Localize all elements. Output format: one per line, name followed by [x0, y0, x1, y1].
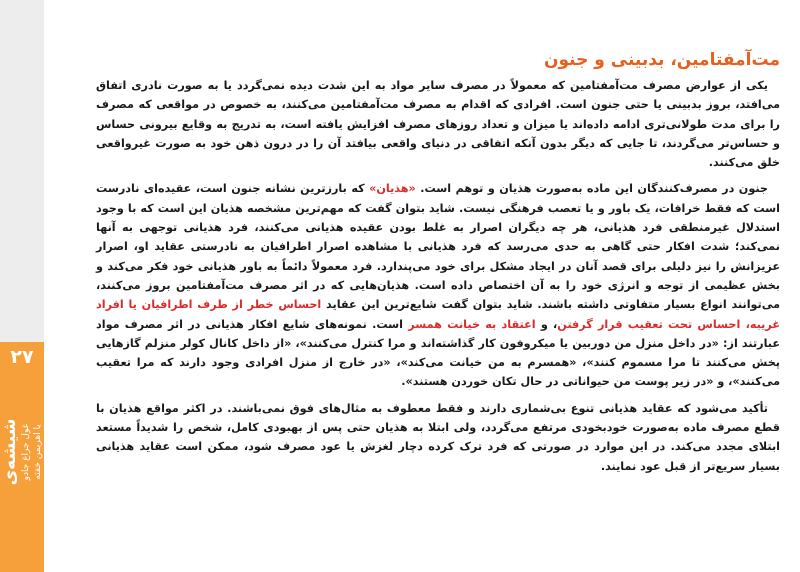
book-subtitle: غول جراغ جادو: [21, 423, 31, 481]
book-title-main: شیشه‌ی: [0, 418, 20, 486]
paragraph-2-text: است. نمونه‌های شایع افکار هذیانی در اثر مصرف مواد عبارتند از: «در داخل منزل من دوربین یا میکروفون کار گذاشته‌اند و مرا کنترل می‌کنند»، «از داخل کانال کولر منزلم گازهایی پخش می‌کنند تا مرا مسموم کنند»، «همسرم به من خیانت می‌کند»، «در خارج از منزل افرادی وجود دارند که مرا تعقیب می‌کنند»، و «در زیر پوست من حیواناتی در حال تکان خوردن هستند».: [96, 317, 780, 389]
paragraph-2: [96, 179, 780, 391]
paragraph-2-text: جنون در مصرف‌کنندگان این ماده به‌صورت هذیان و توهم است.: [415, 182, 768, 196]
paragraph-2-text: که بارزترین نشانه جنون است، عقیده‌ای نادرست است که فقط خرافات، یک باور و یا تعصب فرهنگی نیست. شاید بتوان گفت که مهم‌ترین مشخصه هذیان این است که با وجود استدلال غیرمنطقی فرد هذیانی، هر چه دیگران اصرار به غلط بودن عقیده هذیانی می‌کنند، فرد هذیانی توجهی به آنها نمی‌کند؛ شدت افکار حتی گاهی به حدی می‌رسد که فرد هذیانی با مشاهده اصرار اطرافیان به نادرستی عقاید او، اصرار عزیزانش را نیز دلیلی برای قصد آنان در ایجاد مشکل برای خود می‌پندارد. فرد معمولاً دائماً به باور هذیانی خود فکر می‌کند و بخش عظیمی از توجه و انرژی خود را به آن اختصاص داده است. هذیان‌هایی که در اثر مصرف مت‌آمفتامین بروز می‌کنند، می‌توانند انواع بسیار متفاوتی داشته باشند. شاید بتوان گفت شایع‌ترین این عقاید: [96, 182, 780, 312]
paragraph-3: تأکید می‌شود که عقاید هذیانی تنوع بی‌شماری دارند و فقط معطوف به مثال‌های فوق نمی‌باشند. در اکثر مواقع هذیان با قطع مصرف ماده به‌صورت خودبخودی مرتفع می‌گردد، ولی ابتلا به هذیان حتی پس از بهبودی کامل، شخص را شدیداً مستعد ابتلای مجدد می‌کند. در این موارد در صورتی که فرد ترک کرده دچار لغزش یا عود مصرف شود، ممکن است عقاید هذیانی بسیار سریع‌تر از قبل عود نمایند.: [96, 401, 780, 473]
section-heading: مت‌آمفتامین، بدبینی و جنون: [544, 50, 780, 70]
highlight-infidelity-belief: اعتقاد به خیانت همسر: [408, 317, 536, 331]
highlight-delusion: «هذیان»: [369, 182, 416, 196]
article-body: [96, 50, 780, 483]
page-number: ۲۷: [10, 346, 34, 368]
book-title: [0, 419, 44, 486]
highlight-danger-feeling: احساس خطر از طرف اطرافیان یا افراد غریبه، احساس تحت تعقیب قرار گرفتن: [96, 298, 780, 331]
book-title-block: [0, 372, 44, 532]
book-subtitle-2: یا اهریمن خفته: [33, 424, 43, 480]
paragraph-2-text: ، و: [535, 317, 558, 331]
paragraph-1: یکی از عوارض مصرف مت‌آمفتامین که معمولاً در مصرف سایر مواد به این شدت دیده نمی‌گردد یا به صورت نادری اتفاق می‌افتد، بروز بدبینی یا حتی جنون است. افرادی که اقدام به مصرف مت‌آمفتامین می‌کنند، به خصوص در مواقعی که مصرف را برای مدت طولانی‌تری ادامه داده‌اند یا میزان و تعداد روزهای مصرف افزایش یافته است، به تدریج به وقایع بیرونی حساس و حساس‌تر می‌گردند، تا جایی که دیگر بدون آنکه اتفاقی در دنیای واقعی بیافتد آن را در درون ذهن خود به صورت غیرواقعی خلق می‌کنند.: [96, 79, 780, 170]
